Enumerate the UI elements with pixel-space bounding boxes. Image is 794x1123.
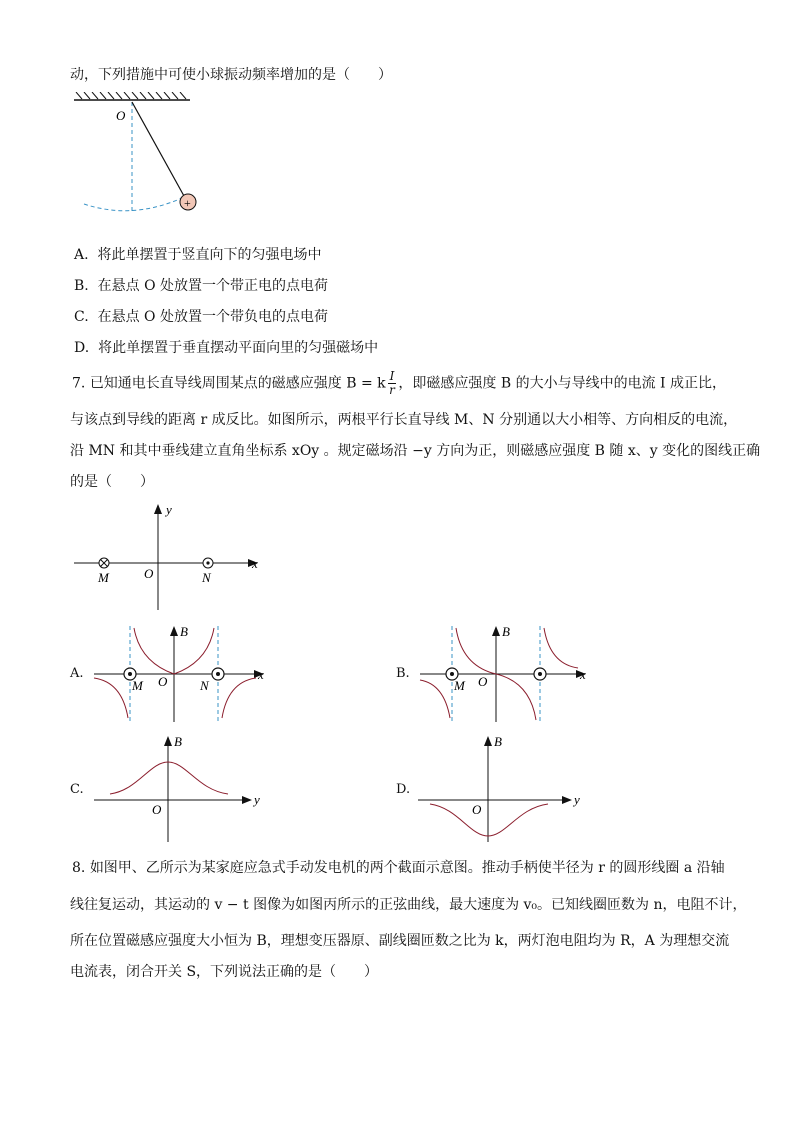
axis-label-x: x [252, 556, 258, 571]
q7-text-a: 已知通电长直导线周围某点的磁感应强度 B = k [89, 375, 386, 392]
question-number: 7. [72, 375, 86, 392]
wire-m-into-page [99, 558, 109, 568]
q8-line2: 线往复运动，其运动的 v − t 图像为如图丙所示的正弦曲线，最大速度为 v₀。已知线圈匝数为 n，电阻不计， [70, 897, 747, 913]
option-label: D. [74, 340, 90, 356]
question-number: 8. [72, 860, 86, 876]
option-text: 将此单摆置于垂直摆动平面向里的匀强磁场中 [98, 340, 379, 356]
q6-option-c [74, 307, 328, 327]
origin-label: O [152, 802, 162, 817]
q8-line3: 所在位置磁感应强度大小恒为 B，理想变压器原、副线圈匝数之比为 k，两灯泡电阻均为 R，A 为理想交流 [70, 933, 730, 949]
q7-option-b-graph [414, 622, 604, 726]
q7-option-c-graph [88, 732, 278, 844]
q7-line2: 与该点到导线的距离 r 成反比。如图所示，两根平行长直导线 M、N 分别通以大小相等、方向相反的电流， [70, 412, 738, 428]
wire-label-m: M [454, 678, 465, 693]
origin-label: O [472, 802, 482, 817]
option-label: C. [74, 309, 89, 325]
axis-label-y: y [254, 792, 260, 807]
axis-label-b: B [494, 734, 502, 749]
wire-label-n: N [200, 678, 209, 693]
pivot-label: O [116, 108, 126, 123]
wire-n-out-of-page [203, 558, 213, 568]
axis-label-x: x [258, 667, 264, 682]
q6-stem: 动，下列措施中可使小球振动频率增加的是（ ） [70, 67, 392, 83]
wire-label-m: M [98, 570, 109, 585]
option-text: 将此单摆置于竖直向下的匀强电场中 [97, 247, 322, 263]
q6-option-b [74, 276, 328, 296]
q7-line3: 沿 MN 和其中垂线建立直角坐标系 xOy 。规定磁场沿 −y 方向为正，则磁感应强度 B 随 x、y 变化的图线正确 [70, 443, 761, 459]
option-label: A. [74, 247, 89, 263]
q6-option-a [74, 245, 321, 265]
q7-option-a-label: A. [70, 666, 84, 681]
q7-option-b-label: B. [396, 666, 410, 681]
pendulum-figure [70, 92, 210, 222]
q7-line4: 的是（ ） [70, 474, 154, 490]
fraction [388, 370, 397, 397]
q7-line1 [72, 370, 726, 397]
option-text: 在悬点 O 处放置一个带负电的点电荷 [97, 309, 328, 325]
q8-line4: 电流表，闭合开关 S，下列说法正确的是（ ） [70, 964, 379, 980]
origin-label: O [478, 674, 488, 689]
axis-label-x: x [580, 667, 586, 682]
option-label: B. [74, 278, 89, 294]
q7-option-a-graph [88, 622, 278, 726]
q6-option-d [74, 338, 378, 358]
q7-text-b: ，即磁感应强度 B 的大小与导线中的电流 I 成正比， [398, 375, 727, 392]
q7-option-d-graph [414, 732, 604, 844]
axis-label-y: y [166, 502, 172, 517]
fraction-denominator: r [389, 383, 395, 397]
fraction-numerator: I [389, 369, 395, 383]
axis-label-b: B [174, 734, 182, 749]
q8-line1 [72, 858, 725, 878]
q7-option-d-label: D. [396, 782, 411, 797]
q7-coordinate-figure [70, 500, 270, 615]
axis-label-b: B [502, 624, 510, 639]
origin-label: O [158, 674, 168, 689]
q7-option-c-label: C. [70, 782, 84, 797]
axis-label-y: y [574, 792, 580, 807]
wire-label-n: N [202, 570, 211, 585]
wire-label-m: M [132, 678, 143, 693]
axis-label-b: B [180, 624, 188, 639]
option-text: 在悬点 O 处放置一个带正电的点电荷 [97, 278, 329, 294]
origin-label: O [144, 566, 154, 581]
q8-text: 如图甲、乙所示为某家庭应急式手动发电机的两个截面示意图。推动手柄使半径为 r 的圆形线圈 a 沿轴 [89, 860, 725, 876]
ball-charge-sign: + [184, 196, 191, 210]
